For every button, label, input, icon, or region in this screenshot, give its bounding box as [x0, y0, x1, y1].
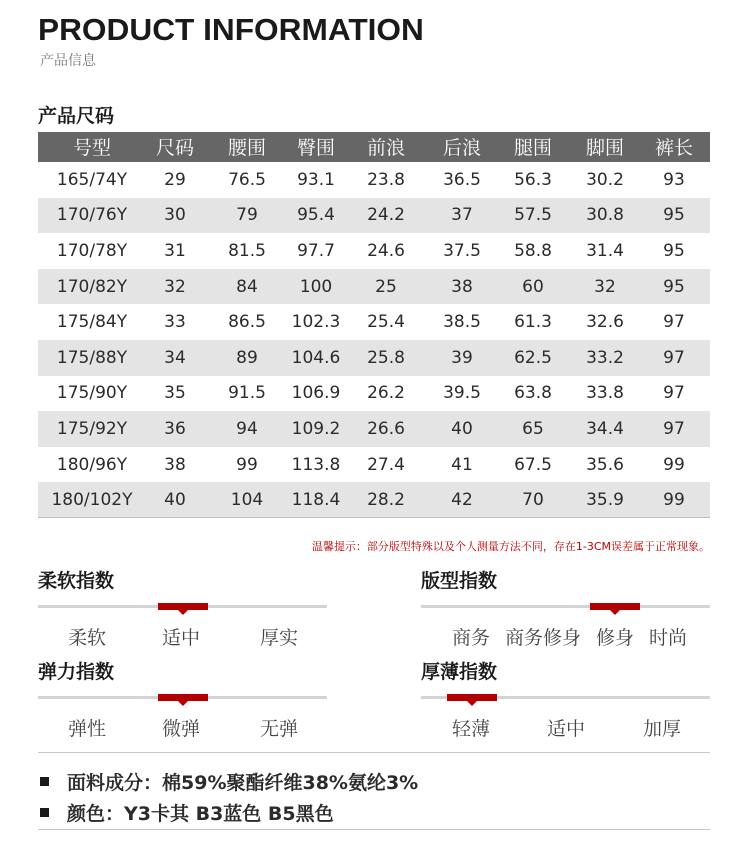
table-row: [38, 411, 710, 447]
table-row: [38, 269, 710, 305]
fit-option: 商务: [452, 627, 491, 649]
table-cell: 165/74Y: [56, 170, 128, 191]
table-cell: 26.2: [367, 383, 405, 404]
elasticity-option: 微弹: [162, 718, 201, 740]
table-cell: 33: [164, 312, 186, 333]
table-cell: 180/96Y: [56, 454, 128, 475]
table-cell: 42: [430, 482, 494, 518]
table-cell: 175/92Y: [38, 411, 146, 447]
table-row: [38, 447, 710, 483]
table-cell: 35: [164, 383, 186, 404]
elasticity-option: 弹性: [68, 718, 107, 740]
table-cell: 61.3: [514, 312, 552, 333]
softness-option: 适中: [162, 627, 201, 649]
table-cell: 175/88Y: [38, 340, 146, 376]
size-note: 温馨提示：部分版型特殊以及个人测量方法不同，存在1-3CM误差属于正常现象。: [311, 540, 710, 553]
table-cell: 97: [638, 411, 710, 447]
table-cell: 27.4: [367, 454, 405, 475]
thickness-index-title: 厚薄指数: [421, 661, 498, 683]
table-cell: 106.9: [291, 383, 341, 404]
fit-option: 时尚: [649, 627, 688, 649]
table-cell: 32: [572, 269, 638, 305]
elasticity-marker: [158, 694, 208, 701]
table-cell: 86.5: [228, 312, 266, 333]
material-text: 面料成分：棉59%聚酯纤维38%氨纶3%: [67, 772, 419, 794]
table-cell: 70: [494, 482, 572, 518]
table-cell: 175/84Y: [56, 312, 128, 333]
table-cell: 25.8: [342, 340, 430, 376]
table-cell: 26.6: [342, 411, 430, 447]
page-title: PRODUCT INFORMATION: [38, 12, 424, 47]
table-cell: 38: [430, 269, 494, 305]
table-cell: 38: [164, 454, 186, 475]
table-cell: 31.4: [586, 240, 624, 261]
table-cell: 30.8: [572, 198, 638, 234]
table-cell: 28.2: [342, 482, 430, 518]
softness-index-title: 柔软指数: [38, 570, 115, 592]
table-cell: 23.8: [367, 170, 405, 191]
table-cell: 63.8: [514, 383, 552, 404]
page-subtitle: 产品信息: [40, 53, 96, 69]
table-cell: 81.5: [228, 240, 266, 261]
table-cell: 95: [638, 198, 710, 234]
table-cell: 109.2: [290, 411, 342, 447]
fit-marker-notch: [610, 610, 620, 615]
table-cell: 29: [164, 170, 186, 191]
table-cell: 95: [638, 269, 710, 305]
table-cell: 97: [638, 340, 710, 376]
table-cell: 102.3: [291, 312, 341, 333]
table-cell: 34.4: [572, 411, 638, 447]
table-cell: 33.2: [572, 340, 638, 376]
col-header: 前浪: [342, 132, 430, 162]
table-row: [38, 482, 710, 518]
softness-marker: [158, 603, 208, 610]
col-header: 后浪: [430, 132, 494, 162]
table-cell: 79: [204, 198, 290, 234]
bullet-square-icon: [40, 808, 49, 817]
col-header: 号型: [38, 132, 146, 162]
table-cell: 30: [146, 198, 204, 234]
table-cell: 32: [146, 269, 204, 305]
table-cell: 40: [430, 411, 494, 447]
table-cell: 180/102Y: [38, 482, 146, 518]
fit-option: 修身: [596, 627, 635, 649]
table-cell: 58.8: [514, 240, 552, 261]
size-table-header: [38, 132, 710, 162]
col-header: 腰围: [204, 132, 290, 162]
table-cell: 89: [204, 340, 290, 376]
thickness-option: 适中: [547, 718, 586, 740]
col-header: 裤长: [638, 132, 710, 162]
thickness-marker: [447, 694, 497, 701]
table-row: [38, 376, 710, 412]
table-cell: 95.4: [290, 198, 342, 234]
softness-marker-notch: [178, 610, 188, 615]
table-cell: 36: [146, 411, 204, 447]
table-cell: 35.9: [572, 482, 638, 518]
col-header: 尺码: [146, 132, 204, 162]
table-cell: 113.8: [291, 454, 341, 475]
table-cell: 62.5: [494, 340, 572, 376]
table-row: [38, 162, 710, 198]
table-cell: 25: [342, 269, 430, 305]
table-cell: 175/90Y: [56, 383, 128, 404]
table-cell: 24.2: [342, 198, 430, 234]
table-cell: 170/78Y: [56, 240, 128, 261]
softness-index: [38, 566, 338, 649]
table-cell: 38.5: [443, 312, 481, 333]
table-cell: 35.6: [586, 454, 624, 475]
color-info: [40, 799, 334, 826]
table-cell: 37: [430, 198, 494, 234]
table-cell: 33.8: [586, 383, 624, 404]
table-cell: 41: [451, 454, 473, 475]
table-row: [38, 340, 710, 376]
table-cell: 118.4: [290, 482, 342, 518]
thickness-index: [421, 657, 721, 740]
bottom-divider: [38, 829, 710, 830]
table-cell: 99: [663, 454, 685, 475]
table-cell: 67.5: [514, 454, 552, 475]
color-text: 颜色：Y3卡其 B3蓝色 B5黑色: [67, 803, 334, 825]
table-cell: 25.4: [367, 312, 405, 333]
table-cell: 34: [146, 340, 204, 376]
section-divider: [38, 752, 710, 753]
table-row: [38, 304, 710, 340]
table-cell: 84: [204, 269, 290, 305]
elasticity-option: 无弹: [260, 718, 299, 740]
table-row: [38, 233, 710, 269]
table-cell: 37.5: [443, 240, 481, 261]
table-cell: 99: [638, 482, 710, 518]
fit-index: [421, 566, 721, 649]
table-cell: 99: [236, 454, 258, 475]
table-cell: 94: [204, 411, 290, 447]
table-cell: 104: [204, 482, 290, 518]
table-cell: 76.5: [228, 170, 266, 191]
fit-option: 商务修身: [505, 627, 582, 649]
size-table-body: [38, 162, 710, 518]
table-cell: 40: [146, 482, 204, 518]
table-cell: 56.3: [514, 170, 552, 191]
table-cell: 32.6: [586, 312, 624, 333]
softness-option: 厚实: [260, 627, 299, 649]
table-cell: 93: [663, 170, 685, 191]
table-cell: 39.5: [443, 383, 481, 404]
bullet-square-icon: [40, 777, 49, 786]
table-cell: 100: [290, 269, 342, 305]
table-cell: 60: [494, 269, 572, 305]
elasticity-index-title: 弹力指数: [38, 661, 115, 683]
col-header: 脚围: [572, 132, 638, 162]
table-row: [38, 198, 710, 234]
elasticity-marker-notch: [178, 701, 188, 706]
table-cell: 30.2: [586, 170, 624, 191]
fit-index-title: 版型指数: [421, 570, 498, 592]
table-cell: 39: [430, 340, 494, 376]
thickness-marker-notch: [467, 701, 477, 706]
table-cell: 93.1: [297, 170, 335, 191]
softness-option: 柔软: [68, 627, 107, 649]
table-cell: 170/76Y: [38, 198, 146, 234]
thickness-option: 轻薄: [452, 718, 491, 740]
thickness-option: 加厚: [643, 718, 682, 740]
size-section-title: 产品尺码: [38, 105, 115, 127]
table-cell: 95: [663, 240, 685, 261]
table-cell: 31: [164, 240, 186, 261]
elasticity-index: [38, 657, 338, 740]
table-cell: 24.6: [367, 240, 405, 261]
table-cell: 36.5: [443, 170, 481, 191]
table-cell: 104.6: [290, 340, 342, 376]
table-cell: 97: [663, 383, 685, 404]
table-cell: 65: [494, 411, 572, 447]
table-cell: 57.5: [494, 198, 572, 234]
table-cell: 91.5: [228, 383, 266, 404]
material-info: [40, 768, 418, 795]
table-cell: 97.7: [297, 240, 335, 261]
col-header: 臀围: [290, 132, 342, 162]
fit-track: [421, 605, 710, 608]
col-header: 腿围: [494, 132, 572, 162]
table-cell: 97: [663, 312, 685, 333]
size-table: [38, 132, 710, 518]
fit-marker: [590, 603, 640, 610]
table-cell: 170/82Y: [38, 269, 146, 305]
